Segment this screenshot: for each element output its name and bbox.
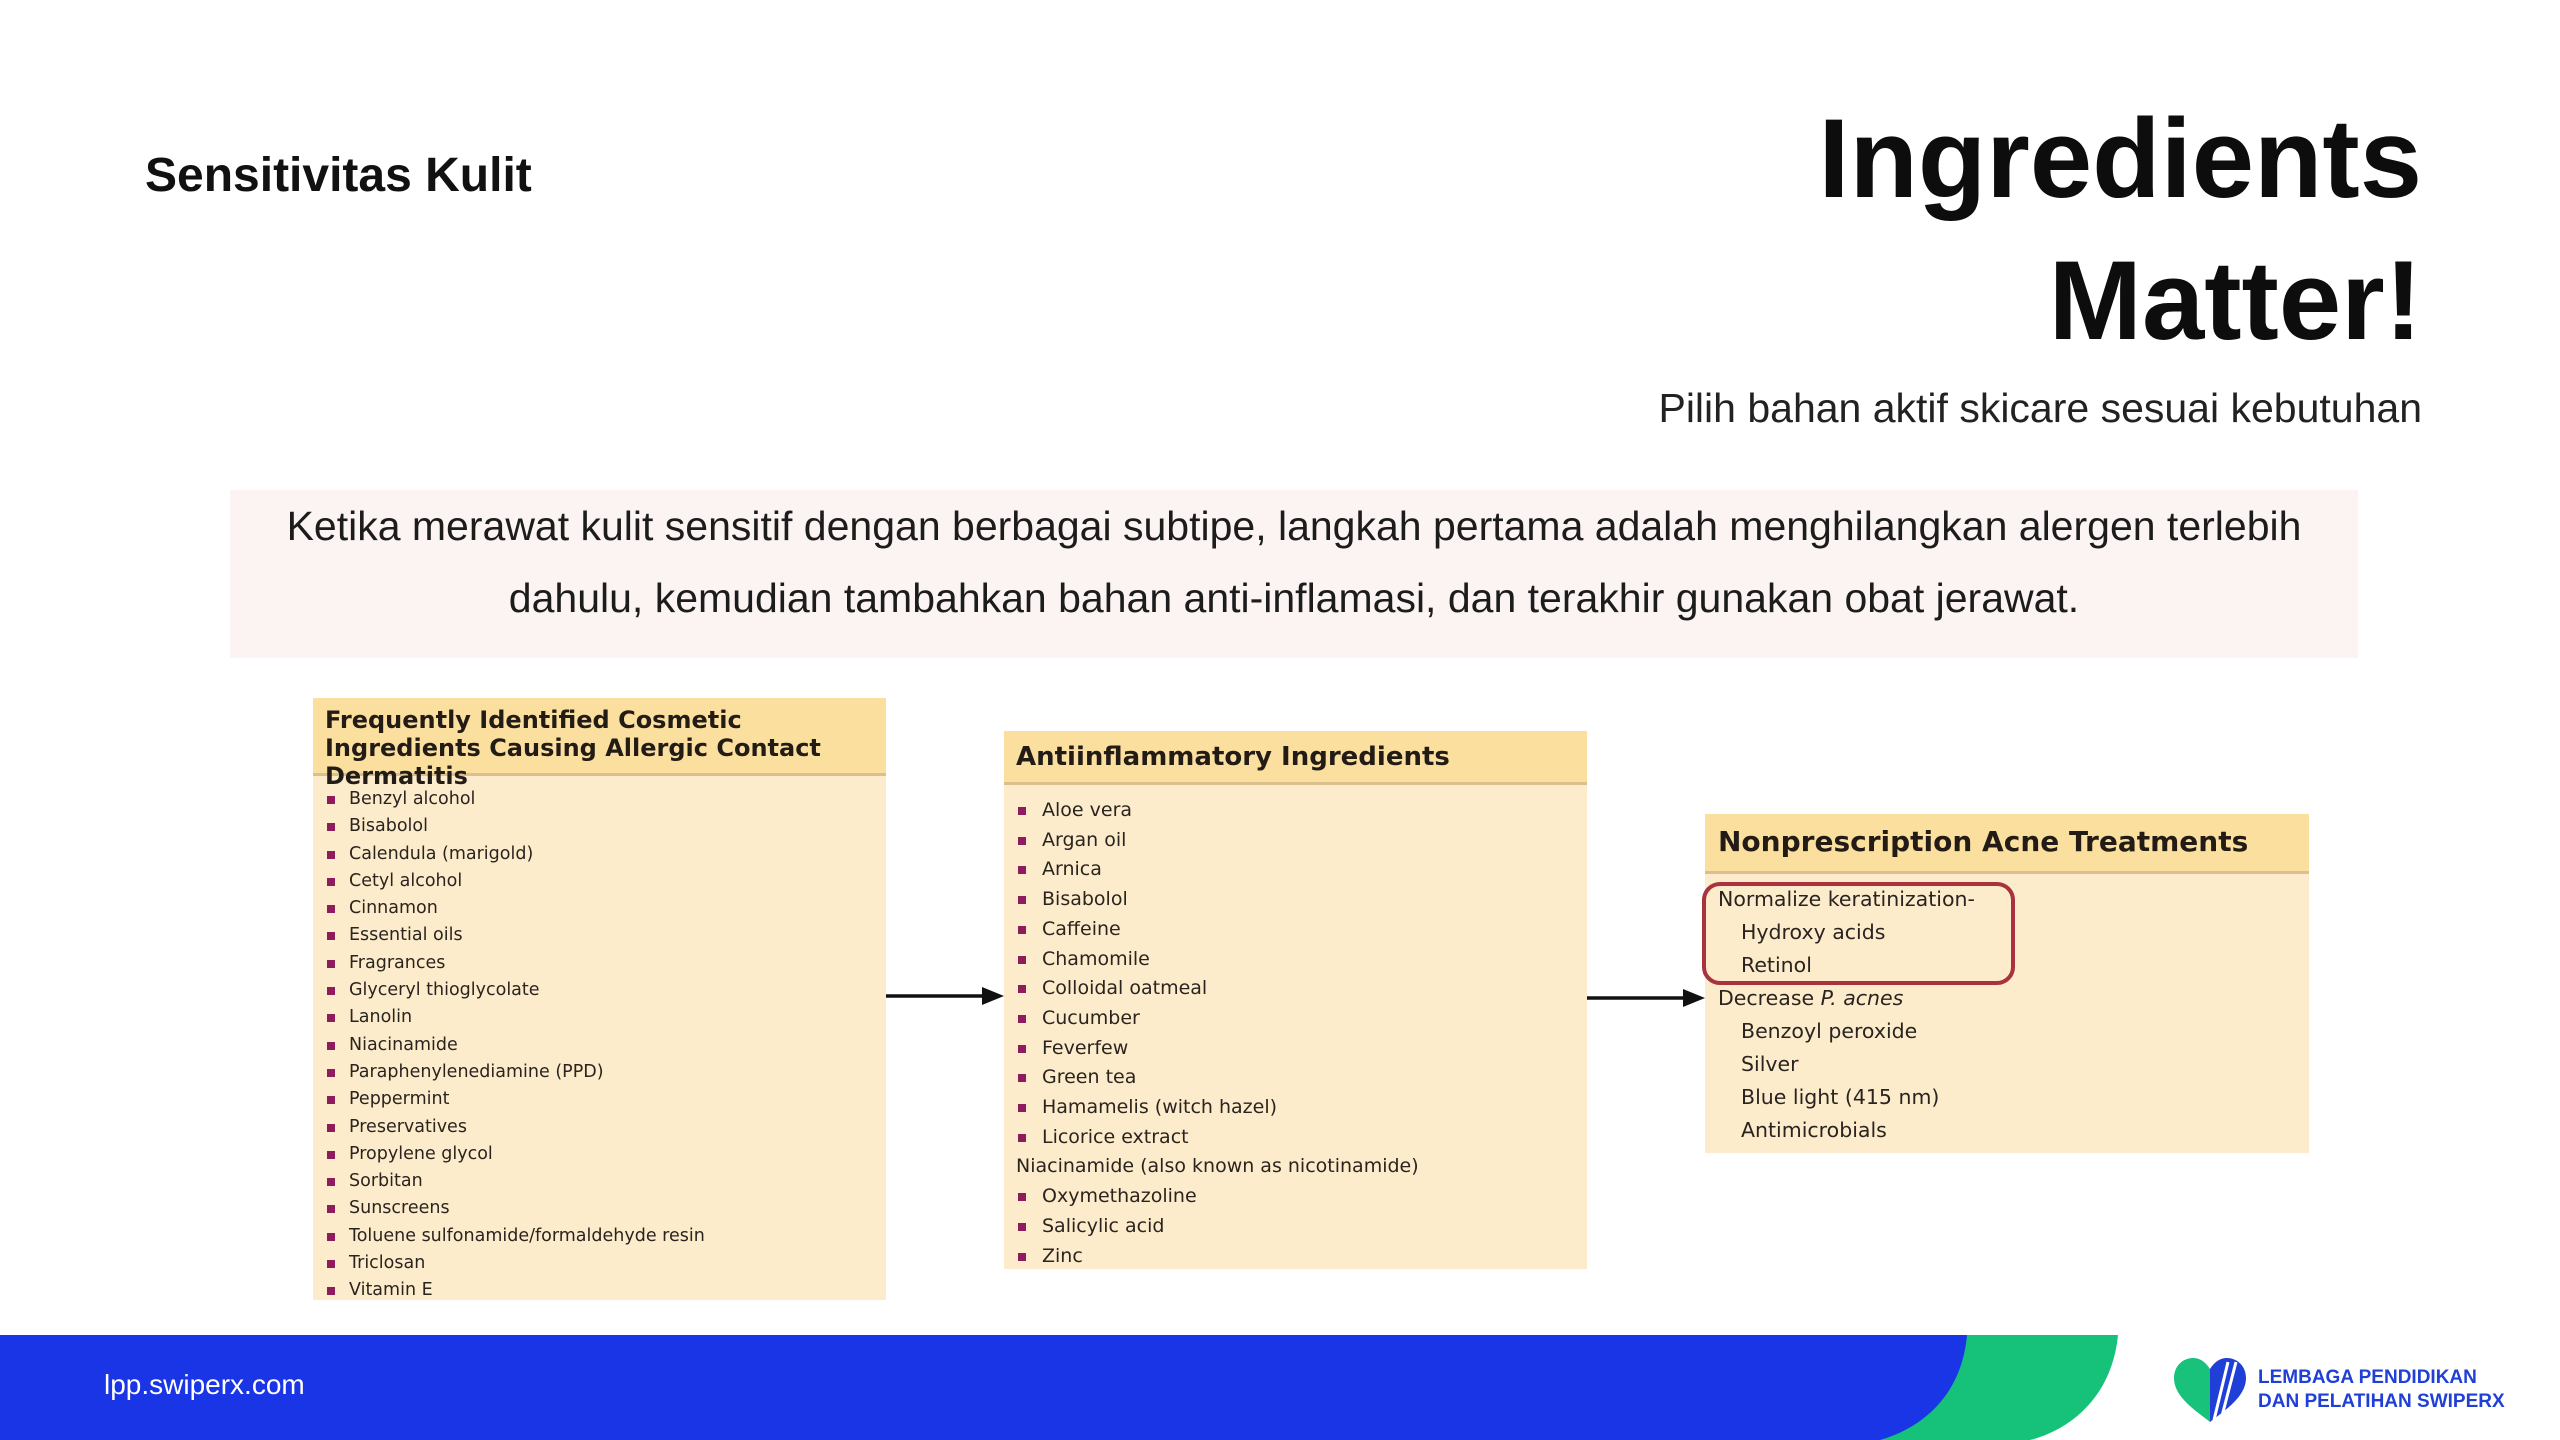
ingredient-item: Zinc — [1004, 1242, 1587, 1272]
ingredient-item: Paraphenylenediamine (PPD) — [313, 1059, 886, 1086]
ingredient-item: Toluene sulfonamide/formaldehyde resin — [313, 1223, 886, 1250]
arrow-right-icon — [1587, 986, 1705, 1010]
ingredient-item: Peppermint — [313, 1086, 886, 1113]
ingredient-item: Sorbitan — [313, 1168, 886, 1195]
allergen-ingredient-list — [313, 776, 886, 1305]
keratinization-highlight-box — [1702, 882, 2015, 985]
ingredient-item: Cucumber — [1004, 1004, 1587, 1034]
page-title-line1: Ingredients — [1818, 96, 2422, 221]
ingredient-item: Lanolin — [313, 1004, 886, 1031]
ingredient-item: Calendula (marigold) — [313, 841, 886, 868]
ingredient-item: Essential oils — [313, 922, 886, 949]
logo-text: LEMBAGA PENDIDIKAN DAN PELATIHAN SWIPERX — [2258, 1367, 2505, 1412]
ingredient-item: Argan oil — [1004, 826, 1587, 856]
ingredient-item: Bisabolol — [1004, 885, 1587, 915]
treatment-item: Silver — [1741, 1052, 1799, 1076]
ingredient-item: Glyceryl thioglycolate — [313, 977, 886, 1004]
intro-text: Ketika merawat kulit sensitif dengan berbagai subtipe, langkah pertama adalah menghilangkan alergen terlebih dahulu, kemudian tambahkan bahan anti-inflamasi, dan terakhir gunakan obat jerawat. — [286, 503, 2302, 621]
section-label: Sensitivitas Kulit — [145, 149, 532, 202]
page-title — [1522, 88, 2422, 372]
treatment-item: Antimicrobials — [1741, 1118, 1887, 1142]
allergen-panel-title: Frequently Identified Cosmetic Ingredients Causing Allergic Contact Dermatitis — [313, 698, 886, 776]
treatment-item: Retinol — [1741, 953, 1812, 977]
treatment-item: Benzoyl peroxide — [1741, 1019, 1918, 1043]
ingredient-item: Salicylic acid — [1004, 1212, 1587, 1242]
ingredient-item: Arnica — [1004, 855, 1587, 885]
ingredient-item: Benzyl alcohol — [313, 786, 886, 813]
arrow-right-icon — [886, 984, 1004, 1008]
footer-url: lpp.swiperx.com — [104, 1369, 305, 1400]
acne-panel-title: Nonprescription Acne Treatments — [1705, 814, 2309, 874]
ingredient-item: Feverfew — [1004, 1034, 1587, 1064]
ingredient-item: Hamamelis (witch hazel) — [1004, 1093, 1587, 1123]
ingredient-item: Cinnamon — [313, 895, 886, 922]
ingredient-item: Triclosan — [313, 1250, 886, 1277]
treatment-group-label: Normalize keratinization- — [1718, 887, 1975, 911]
heart-logo-icon — [2170, 1354, 2250, 1426]
ingredient-item: Preservatives — [313, 1114, 886, 1141]
ingredient-item: Colloidal oatmeal — [1004, 974, 1587, 1004]
ingredient-item: Vitamin E — [313, 1277, 886, 1304]
ingredient-item: Fragrances — [313, 950, 886, 977]
ingredient-item: Sunscreens — [313, 1195, 886, 1222]
ingredient-item: Caffeine — [1004, 915, 1587, 945]
page-title-line2: Matter! — [2048, 238, 2422, 363]
allergen-ingredients-panel — [313, 698, 886, 1300]
treatment-group-label: Decrease P. acnes — [1718, 986, 1904, 1010]
treatment-item: Hydroxy acids — [1741, 920, 1886, 944]
ingredient-item: Licorice extract — [1004, 1123, 1587, 1153]
page-subtitle: Pilih bahan aktif skicare sesuai kebutuhan — [1658, 385, 2422, 431]
treatment-item: Blue light (415 nm) — [1741, 1085, 1940, 1109]
swiperx-logo — [2170, 1354, 2530, 1426]
ingredient-item: Propylene glycol — [313, 1141, 886, 1168]
ingredient-item: Niacinamide — [313, 1032, 886, 1059]
ingredient-item: Bisabolol — [313, 813, 886, 840]
ingredient-item: Green tea — [1004, 1063, 1587, 1093]
ingredient-item: Chamomile — [1004, 945, 1587, 975]
intro-text-box — [230, 490, 2358, 658]
ingredient-item: Cetyl alcohol — [313, 868, 886, 895]
antiinflammatory-ingredients-panel — [1004, 731, 1587, 1269]
acne-treatments-panel — [1705, 814, 2309, 1153]
ingredient-item: Niacinamide (also known as nicotinamide) — [1016, 1155, 1419, 1178]
antiinflammatory-panel-title: Antiinflammatory Ingredients — [1004, 731, 1587, 785]
ingredient-item: Oxymethazoline — [1004, 1182, 1587, 1212]
ingredient-item: Aloe vera — [1004, 796, 1587, 826]
antiinflammatory-ingredient-list — [1004, 785, 1587, 1271]
